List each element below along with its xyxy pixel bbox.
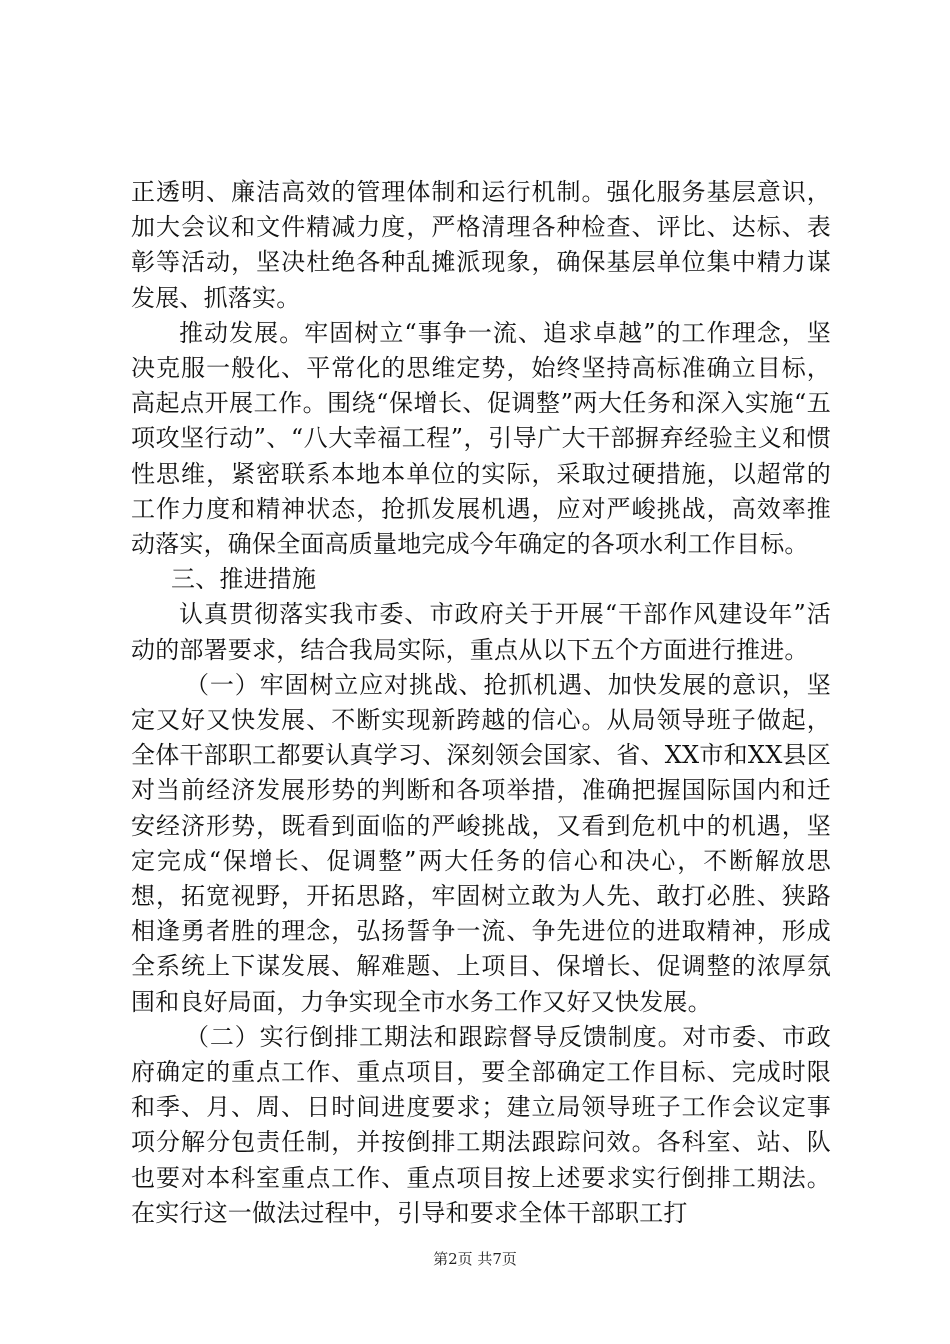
paragraph-item-one: （一）牢固树立应对挑战、抢抓机遇、加快发展的意识，坚定又好又快发展、不断实现新跨越的信心。从局领导班子做起，全体干部职工都要认真学习、深刻领会国家、省、XX市和XX县区对当前经济发展形势的判断和各项举措，准确把握国际国内和迁安经济形势，既看到面临的严峻挑战，又看到危机中的机遇，坚定完成“保增长、促调整”两大任务的信心和决心，不断解放思想，拓宽视野，开拓思路，牢固树立敢为人先、敢打必胜、狭路相逢勇者胜的理念，弘扬誓争一流、争先进位的进取精神，形成全系统上下谋发展、解难题、上项目、保增长、促调整的浓厚氛围和良好局面，力争实现全市水务工作又好又快发展。 bbox=[131, 670, 831, 1016]
section-heading-measures: 三、推进措施 bbox=[171, 565, 317, 594]
document-body bbox=[131, 175, 831, 1231]
paragraph-continuation: 正透明、廉洁高效的管理体制和运行机制。强化服务基层意识，加大会议和文件精减力度，严格清理各种检查、评比、达标、表彰等活动，坚决杜绝各种乱摊派现象，确保基层单位集中精力谋发展、抓落实。 bbox=[131, 178, 831, 312]
page-footer: 第2页 共7页 bbox=[433, 1250, 517, 1268]
paragraph-item-two: （二）实行倒排工期法和跟踪督导反馈制度。对市委、市政府确定的重点工作、重点项目，要全部确定工作目标、完成时限和季、月、周、日时间进度要求；建立局领导班子工作会议定事项分解分包责任制，并按倒排工期法跟踪问效。各科室、站、队也要对本科室重点工作、重点项目按上述要求实行倒排工期法。在实行这一做法过程中，引导和要求全体干部职工打 bbox=[131, 1022, 831, 1227]
paragraph-measures-intro: 认真贯彻落实我市委、市政府关于开展“干部作风建设年”活动的部署要求，结合我局实际，重点从以下五个方面进行推进。 bbox=[131, 600, 831, 664]
paragraph-promote-development: 推动发展。牢固树立“事争一流、追求卓越”的工作理念，坚决克服一般化、平常化的思维定势，始终坚持高标准确立目标，高起点开展工作。围绕“保增长、促调整”两大任务和深入实施“五项攻坚行动”、“八大幸福工程”，引导广大干部摒弃经验主义和惯性思维，紧密联系本地本单位的实际，采取过硬措施，以超常的工作力度和精神状态，抢抓发展机遇，应对严峻挑战，高效率推动落实，确保全面高质量地完成今年确定的各项水利工作目标。 bbox=[131, 318, 831, 559]
